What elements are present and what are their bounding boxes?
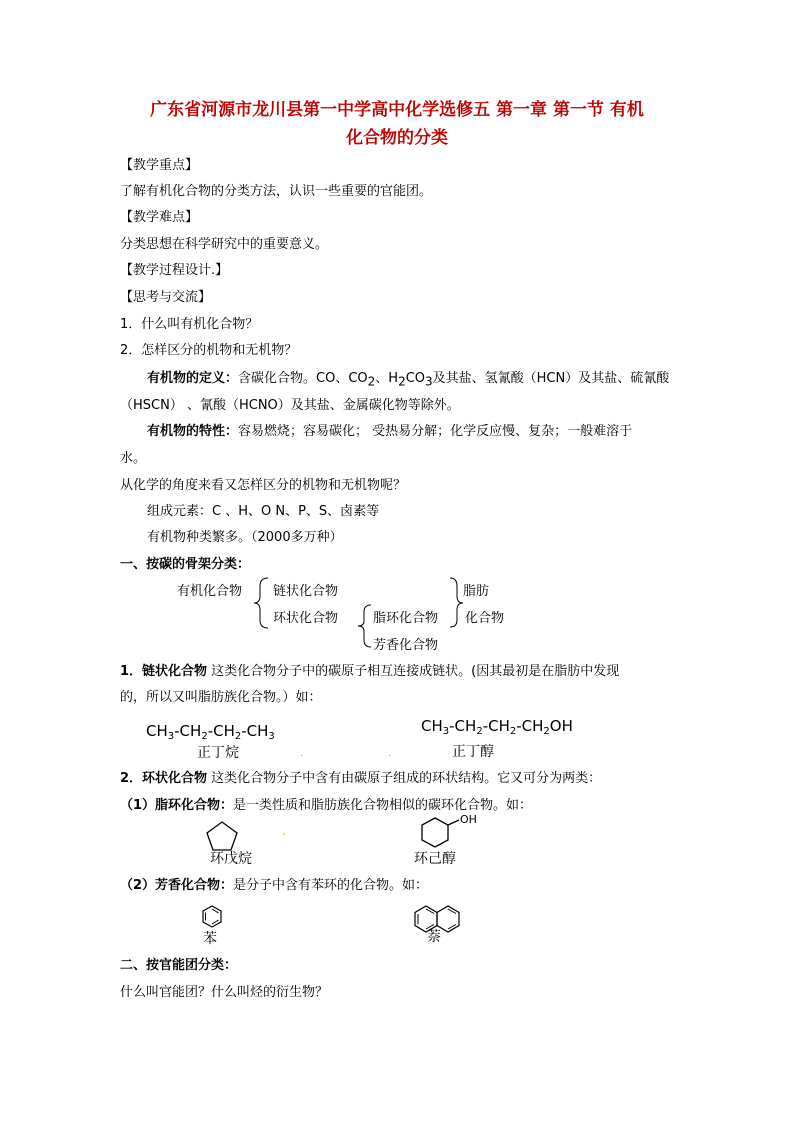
hydroxyl-bond	[448, 820, 459, 825]
h2-subscript: 2	[398, 374, 406, 389]
composition-elements: 组成元素：C 、H、O N、P、S、卤素等	[147, 504, 380, 519]
alicyclic-label: （1）脂环化合物：	[120, 798, 234, 813]
definition-text-1: 含碳化合物。CO、CO	[238, 371, 368, 386]
definition-text-2: 、H	[375, 371, 399, 386]
difficulty-heading: 【教学难点】	[120, 210, 199, 225]
stray-dot: -	[282, 829, 286, 840]
co3-subscript: 3	[425, 374, 433, 389]
property-text-1: 容易燃烧；容易碳化； 受热易分解；化学反应慢、复杂；一般难溶于	[238, 424, 633, 439]
aromatic-line	[120, 878, 428, 894]
cyclopentane-ring	[207, 822, 237, 850]
chain-compound-line-2: 的，所以又叫脂肪族化合物。）如：	[120, 690, 322, 705]
naphthalene-name: 萘	[427, 929, 441, 945]
butane-name: 正丁烷	[197, 745, 239, 761]
cyclopentane-name: 环戊烷	[210, 851, 252, 867]
question-1: 1．什么叫有机化合物？	[120, 317, 259, 332]
tree-aromatic: 芳香化合物	[373, 638, 439, 653]
chain-compound-label: 1．链状化合物	[120, 664, 208, 679]
skeleton-heading: 一、按碳的骨架分类：	[120, 557, 251, 572]
aromatic-label: （2）芳香化合物：	[120, 878, 234, 893]
ring-compound-label: 2．环状化合物	[120, 771, 208, 786]
chem-angle-question: 从化学的角度来看又怎样区分的机物和无机物呢？	[120, 478, 407, 493]
stray-dot: .	[388, 748, 392, 759]
butanol-name: 正丁醇	[452, 744, 494, 760]
definition-label: 有机物的定义：	[147, 371, 239, 386]
benzene-name: 苯	[203, 931, 217, 947]
functional-question: 什么叫官能团？什么叫烃的衍生物？	[120, 985, 329, 1000]
butane-formula: $CH_3-CH_2-CH_2-CH_3$	[146, 722, 275, 742]
variety-text: 有机物种类繁多。（2000多万种）	[147, 530, 343, 545]
tree-compound: 化合物	[465, 611, 505, 626]
alicyclic-text: 是一类性质和脂肪族化合物相似的碳环化合物。如：	[233, 798, 533, 813]
property-line-2: 水。	[120, 451, 147, 466]
tree-chain: 链状化合物	[273, 584, 339, 599]
question-2: 2．怎样区分的机物和无机物？	[120, 343, 298, 358]
page-title-line-2: 化合物的分类	[346, 128, 448, 148]
ring-compound-text: 这类化合物分子中含有由碳原子组成的环状结构。它又可分为两类：	[207, 771, 602, 786]
discussion-heading: 【思考与交流】	[120, 290, 212, 305]
process-heading: 【教学过程设计.】	[120, 263, 229, 278]
focus-heading: 【教学重点】	[120, 158, 199, 173]
focus-text: 了解有机化合物的分类方法，认识一些重要的官能团。	[120, 184, 433, 199]
co2-subscript: 2	[367, 374, 376, 389]
difficulty-text: 分类思想在科学研究中的重要意义。	[120, 237, 329, 252]
cyclohexanol-ring	[422, 818, 448, 847]
stray-dot: .	[300, 748, 304, 759]
cyclohexanol-name: 环己醇	[414, 851, 456, 867]
aromatic-text: 是分子中含有苯环的化合物。如：	[233, 878, 429, 893]
tree-alicyclic: 脂环化合物	[373, 611, 439, 626]
tree-fat: 脂肪	[463, 584, 490, 599]
tree-ring: 环状化合物	[273, 611, 339, 626]
definition-line-2: （HSCN） 、氰酸（HCNO）及其盐、金属碳化物等除外。	[120, 398, 460, 413]
definition-text-4: 及其盐、氢氰酸（HCN）及其盐、硫氰酸	[432, 371, 670, 386]
chain-compound-text-1: 这类化合物分子中的碳原子相互连接成链状。(因其最初是在脂肪中发现	[207, 664, 620, 679]
cyclohexanol-oh: OH	[460, 813, 477, 826]
functional-heading: 二、按官能团分类：	[120, 958, 238, 973]
tree-root: 有机化合物	[177, 584, 243, 599]
page-title-line-1: 广东省河源市龙川县第一中学高中化学选修五 第一章 第一节 有机	[150, 100, 644, 120]
property-label: 有机物的特性：	[147, 424, 239, 439]
butanol-formula: $CH_3-CH_2-CH_2-CH_2OH$	[421, 717, 573, 737]
definition-text-3: CO	[405, 371, 426, 386]
